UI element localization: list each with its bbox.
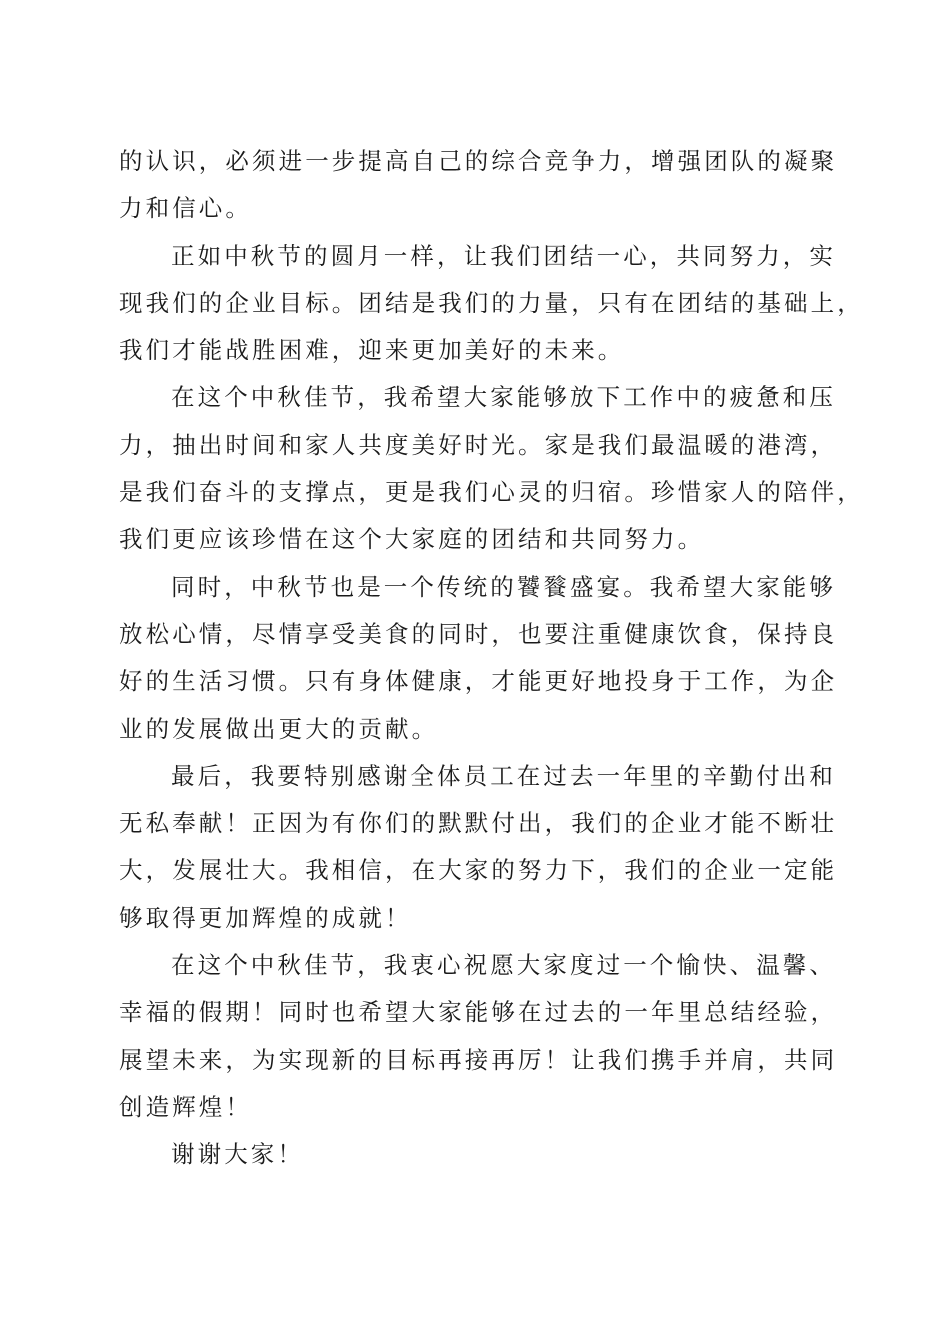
text-line: 现我们的企业目标。团结是我们的力量，只有在团结的基础上， <box>119 288 864 317</box>
text-line: 够取得更加辉煌的成就！ <box>119 903 412 932</box>
paragraph-start-line: 正如中秋节的圆月一样，让我们团结一心，共同努力，实 <box>171 241 836 270</box>
paragraph-start-line: 在这个中秋佳节，我衷心祝愿大家度过一个愉快、温馨、 <box>171 951 836 980</box>
text-line: 幸福的假期！同时也希望大家能够在过去的一年里总结经验， <box>119 998 838 1027</box>
text-line: 我们更应该珍惜在这个大家庭的团结和共同努力。 <box>119 525 705 554</box>
paragraph-start-line: 同时，中秋节也是一个传统的饕餮盛宴。我希望大家能够 <box>171 572 836 601</box>
closing-line: 谢谢大家！ <box>171 1140 304 1169</box>
text-line: 放松心情，尽情享受美食的同时，也要注重健康饮食，保持良 <box>119 619 838 648</box>
text-line: 的认识，必须进一步提高自己的综合竞争力，增强团队的凝聚 <box>119 147 838 175</box>
text-line: 无私奉献！正因为有你们的默默付出，我们的企业才能不断壮 <box>119 809 838 838</box>
text-line: 力，抽出时间和家人共度美好时光。家是我们最温暖的港湾， <box>119 430 838 459</box>
text-line: 我们才能战胜困难，迎来更加美好的未来。 <box>119 336 625 365</box>
text-line: 大，发展壮大。我相信，在大家的努力下，我们的企业一定能 <box>119 856 838 885</box>
text-line: 业的发展做出更大的贡献。 <box>119 714 439 743</box>
paragraph-start-line: 最后，我要特别感谢全体员工在过去一年里的辛勤付出和 <box>171 761 836 790</box>
text-line: 力和信心。 <box>119 194 252 223</box>
text-line: 是我们奋斗的支撑点，更是我们心灵的归宿。珍惜家人的陪伴， <box>119 478 864 507</box>
speech-body <box>119 138 864 1179</box>
text-line: 好的生活习惯。只有身体健康，才能更好地投身于工作，为企 <box>119 667 838 696</box>
text-line: 展望未来，为实现新的目标再接再厉！让我们携手并肩，共同 <box>119 1045 838 1074</box>
text-line: 创造辉煌！ <box>119 1092 252 1121</box>
paragraph-start-line: 在这个中秋佳节，我希望大家能够放下工作中的疲惫和压 <box>171 383 836 412</box>
